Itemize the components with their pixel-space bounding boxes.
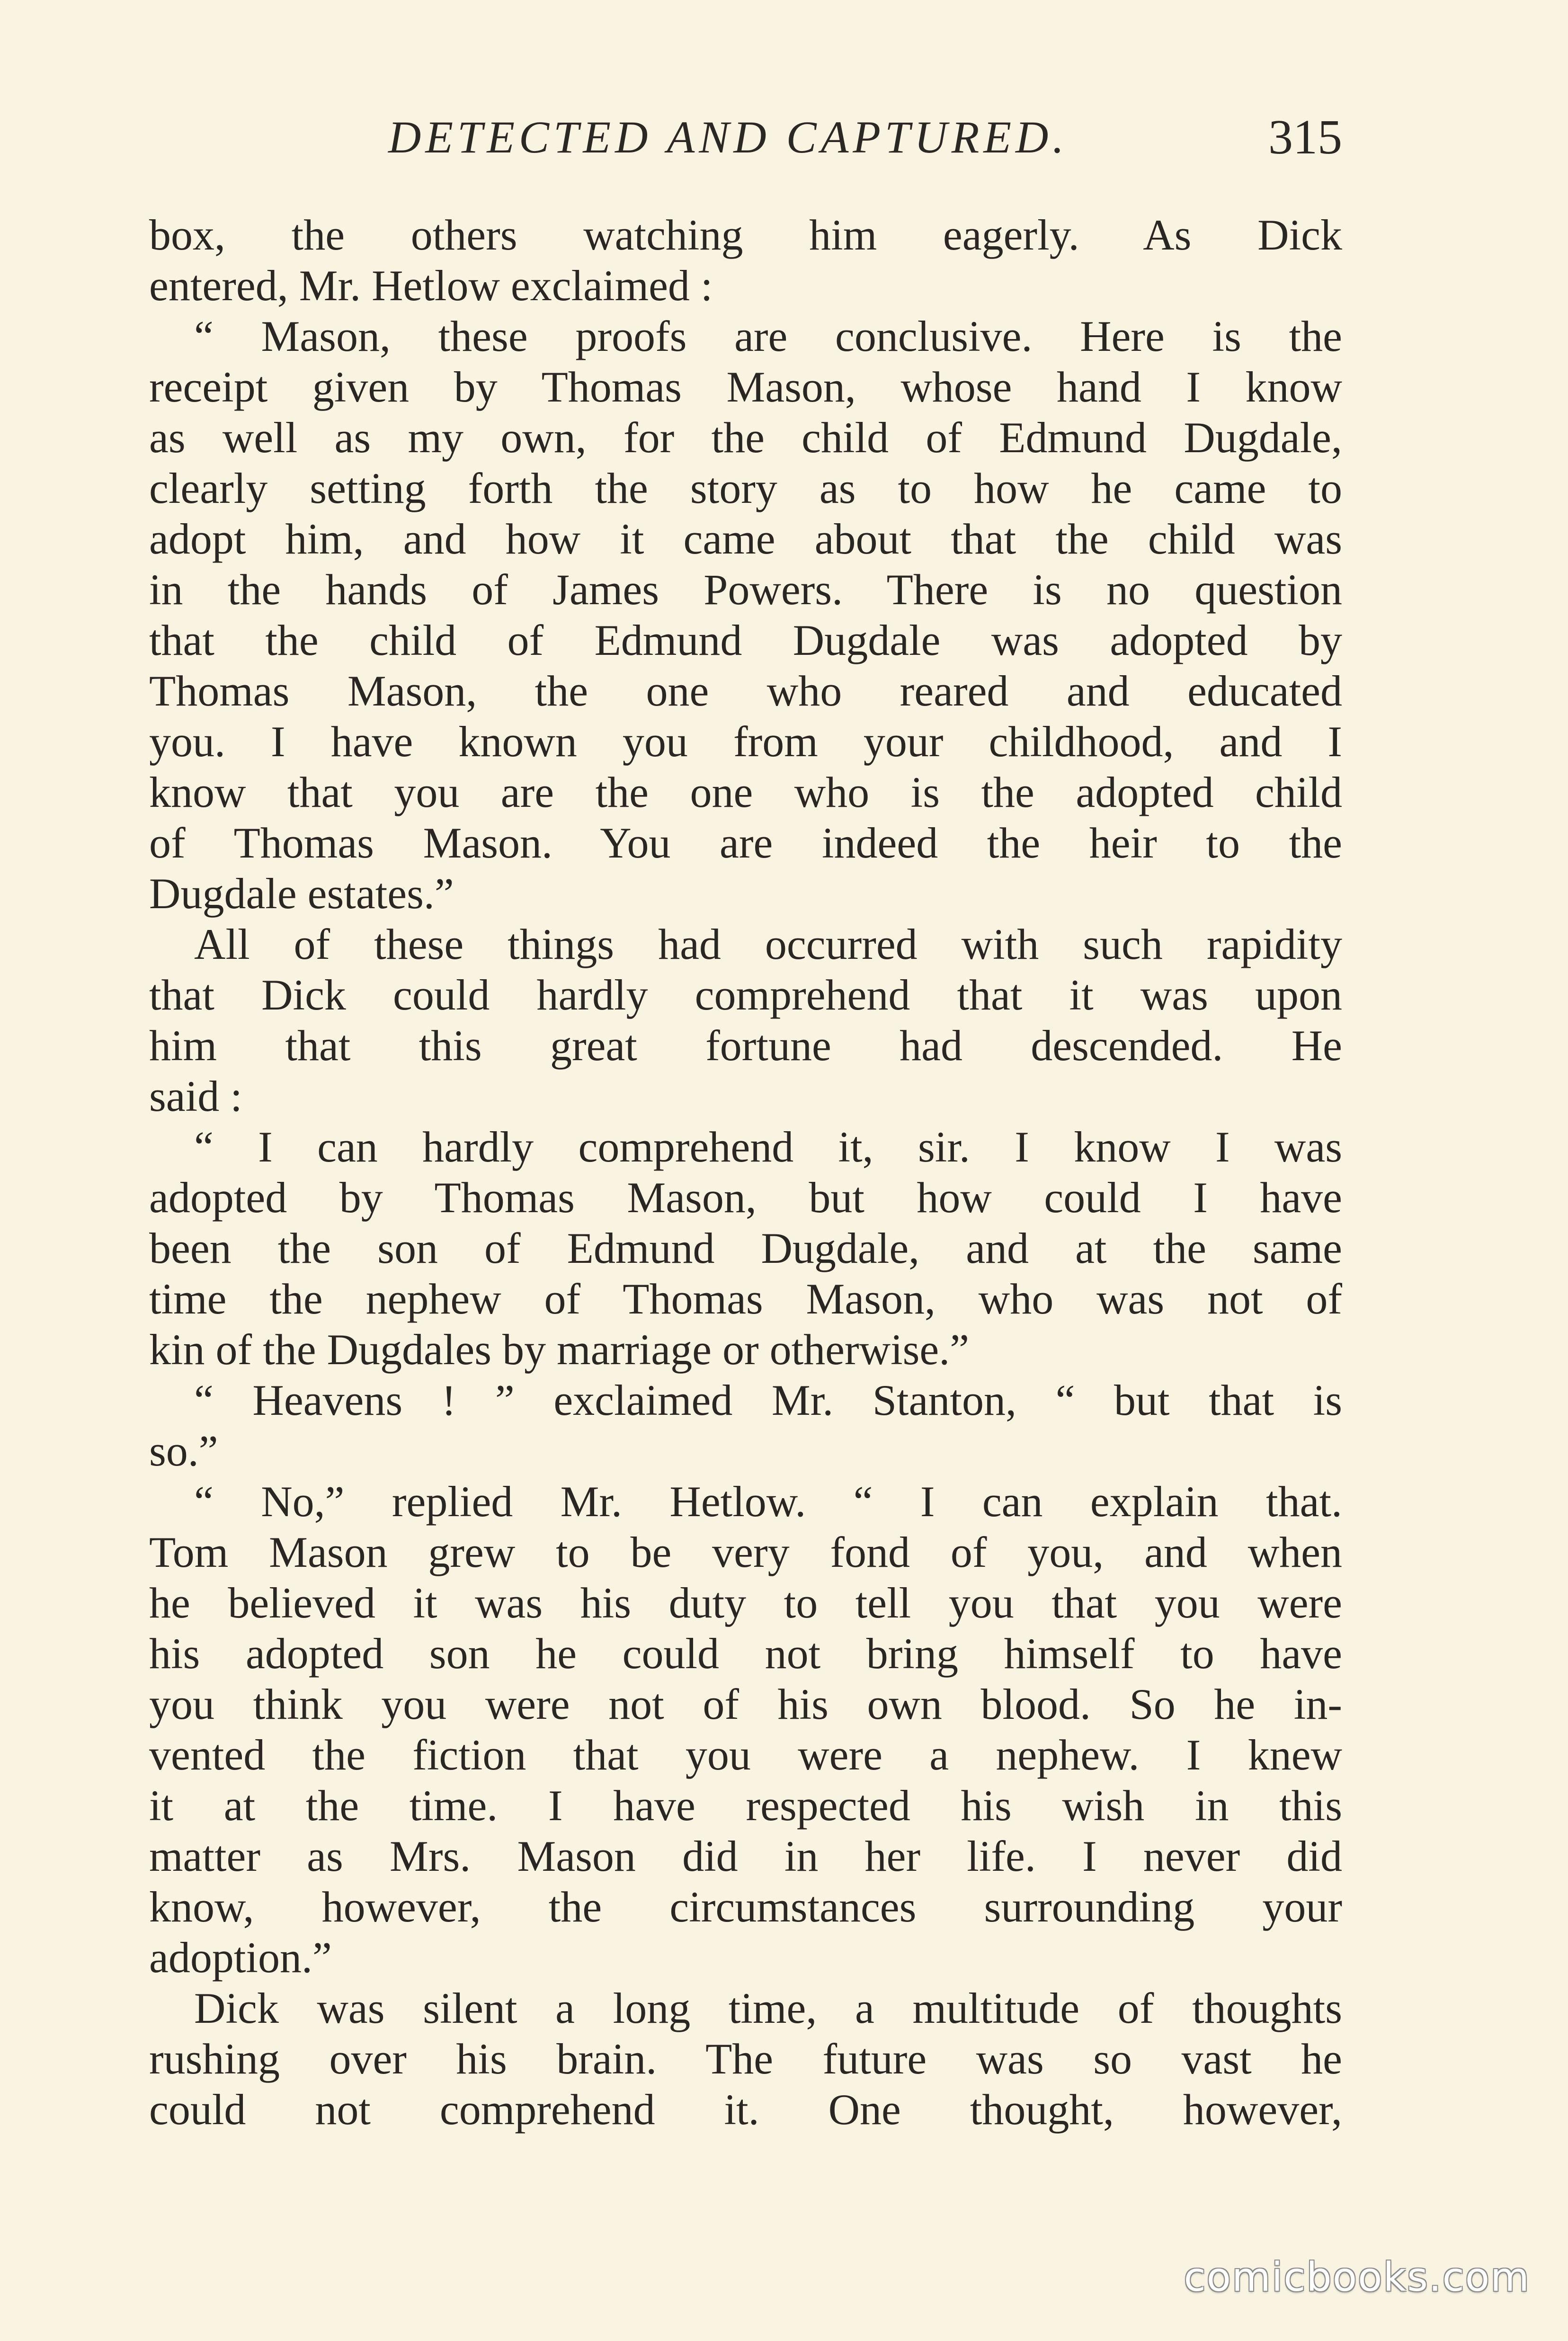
running-head [149, 107, 1342, 168]
text-line: rushing over his brain. The future was so vast he [149, 2035, 1342, 2083]
text-line: of Thomas Mason. You are indeed the heir to the [149, 819, 1342, 867]
text-line: All of these things had occurred with such rapidity [194, 920, 1342, 968]
text-line: in the hands of James Powers. There is no question [149, 565, 1342, 614]
text-line: “ I can hardly comprehend it, sir. I know I was [194, 1123, 1342, 1171]
text-line: Dick was silent a long time, a multitude of thoughts [194, 1984, 1342, 2032]
watermark: comicbooks.com [1184, 2254, 1530, 2300]
text-line: entered, Mr. Hetlow exclaimed : [149, 261, 713, 310]
text-line: as well as my own, for the child of Edmund Dugdale, [149, 413, 1342, 462]
text-line: adoption.” [149, 1933, 332, 1982]
text-line: adopt him, and how it came about that the child was [149, 515, 1342, 563]
text-line: know, however, the circumstances surrounding your [149, 1883, 1342, 1931]
text-line: adopted by Thomas Mason, but how could I have [149, 1173, 1342, 1222]
text-line: could not comprehend it. One thought, however, [149, 2085, 1342, 2134]
text-line: receipt given by Thomas Mason, whose hand I know [149, 363, 1342, 411]
text-line: Tom Mason grew to be very fond of you, and when [149, 1528, 1342, 1576]
text-line: his adopted son he could not bring himself to have [149, 1629, 1342, 1678]
body-text [149, 210, 1342, 2135]
text-line: vented the fiction that you were a nephew. I knew [149, 1731, 1342, 1779]
text-line: “ Mason, these proofs are conclusive. Here is the [194, 312, 1342, 360]
text-line: you think you were not of his own blood. So he in- [149, 1680, 1342, 1728]
text-line: matter as Mrs. Mason did in her life. I never did [149, 1832, 1342, 1880]
text-line: clearly setting forth the story as to how he came to [149, 464, 1342, 512]
text-line: that the child of Edmund Dugdale was adopted by [149, 616, 1342, 664]
text-line: Thomas Mason, the one who reared and educated [149, 667, 1342, 715]
page-number: 315 [1268, 110, 1342, 164]
text-line: him that this great fortune had descended. He [149, 1021, 1342, 1070]
text-line: so.” [149, 1427, 218, 1475]
text-line: time the nephew of Thomas Mason, who was not of [149, 1275, 1342, 1323]
text-line: been the son of Edmund Dugdale, and at the same [149, 1224, 1342, 1272]
text-line: Dugdale estates.” [149, 869, 454, 918]
text-line: “ Heavens ! ” exclaimed Mr. Stanton, “ but that is [194, 1376, 1342, 1424]
text-line: kin of the Dugdales by marriage or otherwise.” [149, 1325, 970, 1374]
text-line: “ No,” replied Mr. Hetlow. “ I can explain that. [194, 1477, 1342, 1526]
text-line: said : [149, 1072, 242, 1120]
running-title: DETECTED AND CAPTURED. [388, 112, 1069, 162]
text-line: know that you are the one who is the adopted child [149, 768, 1342, 816]
text-line: it at the time. I have respected his wish in this [149, 1781, 1342, 1830]
text-line: box, the others watching him eagerly. As Dick [149, 211, 1342, 259]
text-line: he believed it was his duty to tell you that you were [149, 1579, 1342, 1627]
text-line: you. I have known you from your childhood, and I [149, 717, 1342, 766]
text-line: that Dick could hardly comprehend that it was upon [149, 971, 1342, 1019]
